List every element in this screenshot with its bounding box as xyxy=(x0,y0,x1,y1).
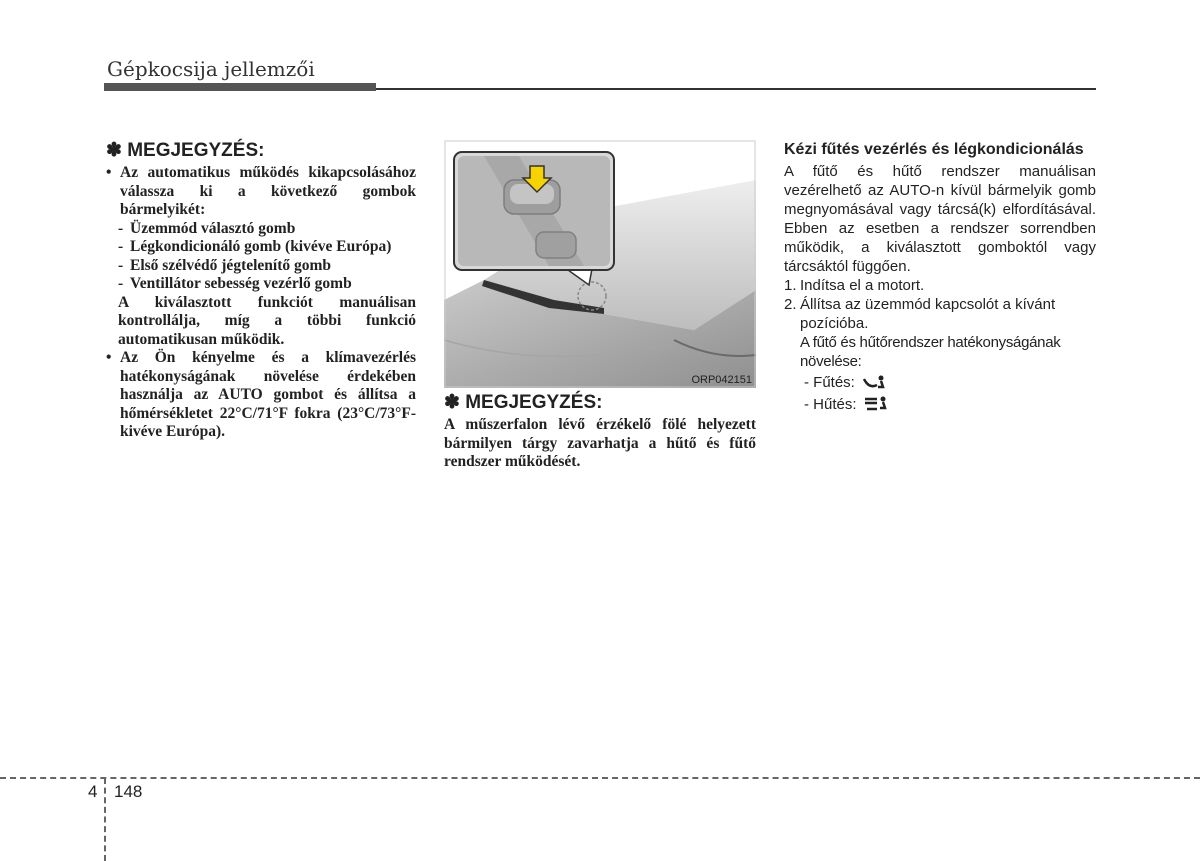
note-heading: ✽ MEGJEGYZÉS: xyxy=(444,392,603,413)
sub-item-text: Légkondicionáló gomb (kivéve Európa) xyxy=(130,238,392,255)
note-heading: ✽ MEGJEGYZÉS: xyxy=(106,140,265,161)
sub-item-text: Első szélvédő jégtelenítő gomb xyxy=(130,256,332,274)
step-sub-text: A fűtő és hűtőrendszer hatékonyságának növelése: xyxy=(800,334,1061,370)
bullet-text: Az automatikus működés kikapcsolásához válassza ki a következő gombok bármelyikét: xyxy=(120,164,416,218)
footer-rule xyxy=(0,777,1200,779)
heating-line xyxy=(784,371,1096,393)
cooling-line xyxy=(784,393,1096,415)
floor-vent-icon xyxy=(861,373,889,391)
sensor-location-figure xyxy=(444,140,756,388)
step-item xyxy=(784,276,1096,295)
sub-item: - Első szélvédő jégtelenítő gomb xyxy=(118,256,332,274)
figure-code-label: ORP042151 xyxy=(691,374,752,386)
note-column-2 xyxy=(444,392,756,472)
bullet-item: • Az automatikus működés kikapcsolásához válassza ki a következő gombok bármelyikét: xyxy=(106,164,416,218)
bullet-outro: A kiválasztott funkciót manuálisan kontrollálja, míg a többi funkció automatikusan működik. xyxy=(118,293,416,348)
bullet-item: • Az Ön kényelme és a klímavezérlés hatékonyságának növelése érdekében használja az AUTO gombot és állítsa a hőmérsékletet 22°C/71°F fokra (23°C/73°F-kivéve Európa). xyxy=(106,349,416,440)
note-column-1 xyxy=(106,140,416,442)
cooling-label: - Hűtés: xyxy=(804,395,857,413)
car-dashboard-illustration xyxy=(444,140,756,388)
header-rule-accent xyxy=(104,83,376,91)
sub-item: - Ventillátor sebesség vezérlő gomb xyxy=(118,275,352,292)
sub-item: - Légkondicionáló gomb (kivéve Európa) xyxy=(118,238,392,255)
section-intro: A fűtő és hűtő rendszer manuálisan vezérelhető az AUTO-n kívül bármelyik gomb megnyomásával vagy tárcsá(k) elfordításával. Ebben az esetben a rendszer sorrendben működik, a kiválasztott gomboktól vagy tárcsáktól függően. xyxy=(784,163,1096,275)
page-header-title: Gépkocsija jellemzői xyxy=(107,57,315,81)
step-number: 2. xyxy=(784,296,797,313)
heating-label: - Fűtés: xyxy=(804,373,855,391)
note-text: A műszerfalon lévő érzékelő fölé helyezett bármilyen tárgy zavarhatja a hűtő és fűtő rendszer működését. xyxy=(444,416,756,470)
section-title: Kézi fűtés vezérlés és légkondicionálás xyxy=(784,141,1084,158)
footer-divider xyxy=(104,778,106,861)
step-text: Állítsa az üzemmód kapcsolót a kívánt pozícióba. xyxy=(800,296,1056,332)
step-item xyxy=(784,295,1096,333)
face-vent-icon xyxy=(863,395,891,413)
bullet-text: Az Ön kényelme és a klímavezérlés hatékonyságának növelése érdekében használja az AUTO gombot és állítsa a hőmérsékletet 22°C/71°F fokra (23°C/73°F-kivéve Európa). xyxy=(120,349,416,440)
sub-item-text: Üzemmód választó gomb xyxy=(130,219,296,237)
chapter-number: 4 xyxy=(88,782,98,801)
sub-item-text: Ventillátor sebesség vezérlő gomb xyxy=(130,275,352,292)
manual-control-section xyxy=(784,140,1096,415)
sub-item: - Üzemmód választó gomb xyxy=(118,219,296,237)
page-number: 148 xyxy=(114,782,143,801)
step-number: 1. xyxy=(784,277,797,294)
step-text: Indítsa el a motort. xyxy=(800,277,925,294)
